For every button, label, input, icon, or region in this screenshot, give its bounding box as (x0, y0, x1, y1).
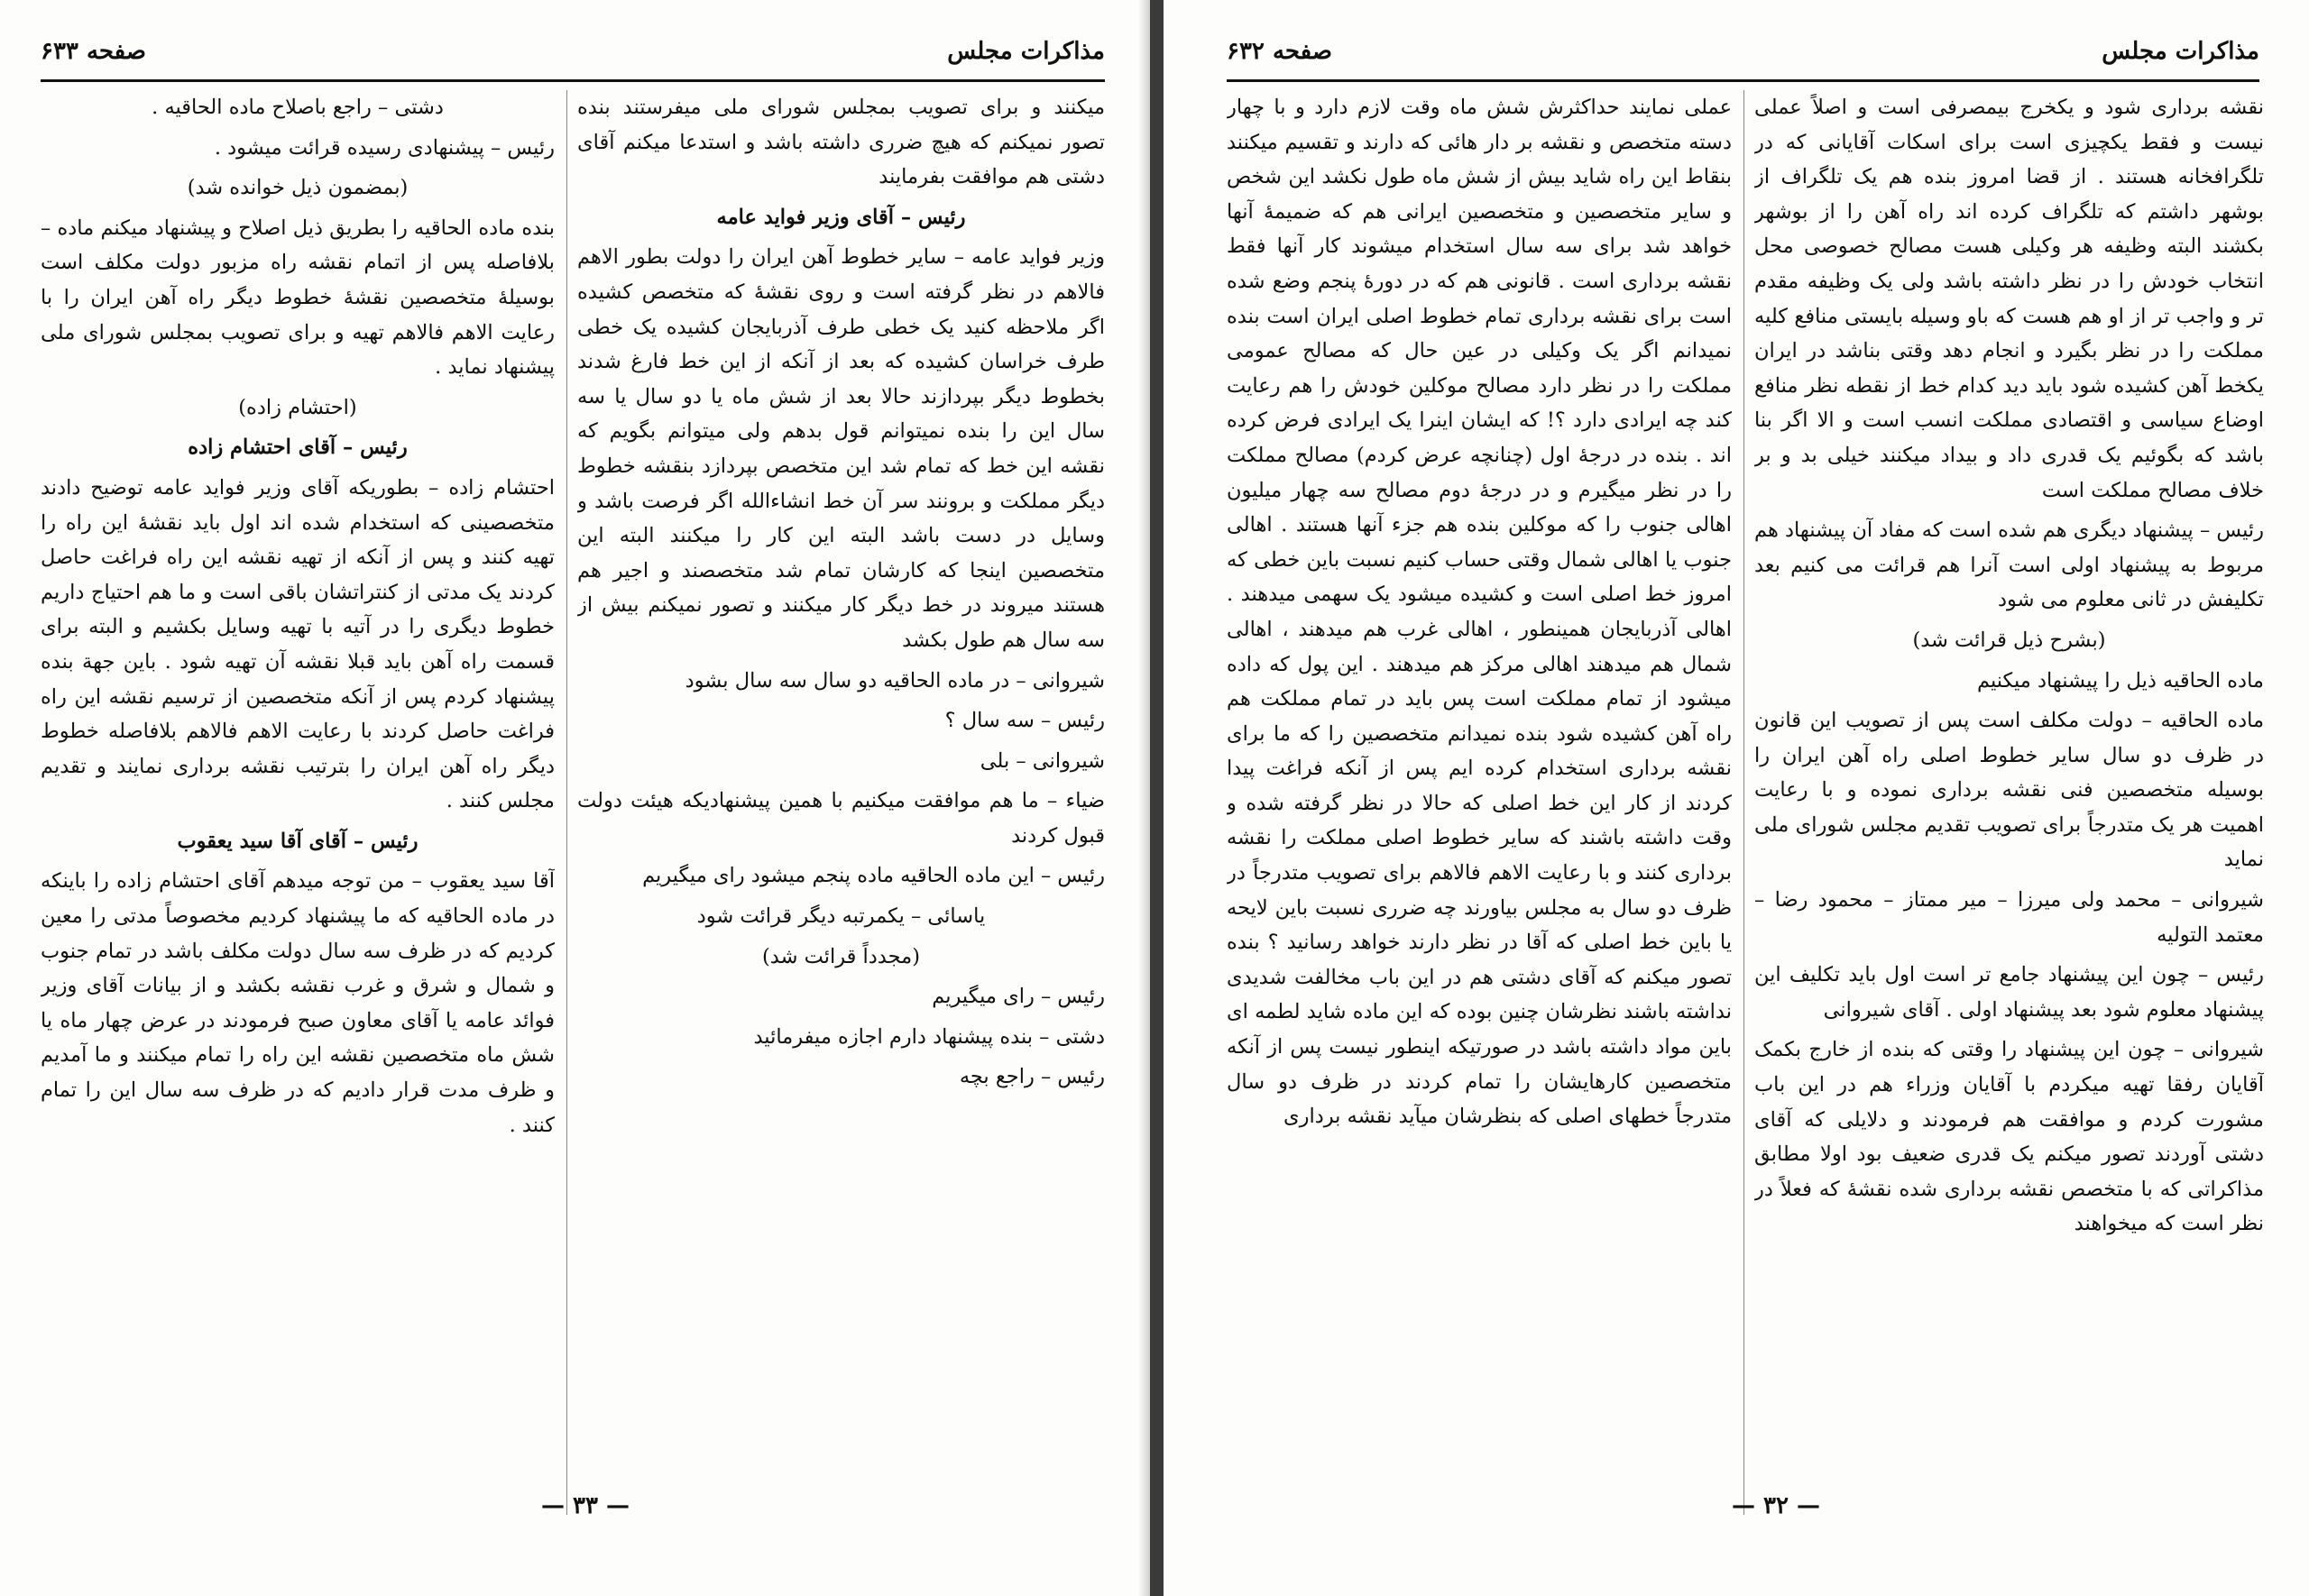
header-title: مذاکرات مجلس (2102, 38, 2259, 65)
book-gutter (1150, 0, 1164, 1596)
stage-direction: (بشرح ذیل قرائت شد) (1912, 628, 2106, 652)
column-divider (1743, 90, 1744, 1515)
paragraph: شیروانی – محمد ولی میرزا – میر ممتاز – محمود رضا – معتمد التولیه (1754, 888, 2264, 947)
paragraph: ماده الحاقیه ذیل را پیشنهاد میکنیم (1977, 668, 2264, 693)
paragraph: ضیاء – ما هم موافقت میکنیم با همین پیشنهادیکه هیئت دولت قبول کردند (577, 789, 1105, 848)
speaker-line: رئیس – آقای وزیر فواید عامه (716, 205, 966, 229)
left-page (0, 0, 1150, 1596)
paragraph: رئیس – پیشنهاد دیگری هم شده است که مفاد آن پیشنهاد هم مربوط به پیشنهاد اولی است آنرا هم قرائت می کنیم بعد تکلیفش در ثانی معلوم می شود (1754, 518, 2264, 612)
column-divider (566, 90, 567, 1515)
paragraph: نقشه برداری شود و یکخرج بیمصرفی است و اصلاً عملی نیست و فقط یکچیزی است برای اسکات آقایانی که در تلگرافخانه هستند . از قضا امروز بنده هم یک تلگراف از بوشهر داشتم که تلگراف کرده اند راه آهن را از بوشهر بکشند البته وظیفه هر وکیلی هست مصالح خصوصی محل انتخاب خودش را در نظر داشته باشد ولی یک وظیفه مقدم تر و واجب تر از او هم هست که باو وسیله بایستی منافع کلیه مملکت را در نظر بگیرد و انجام دهد وقتی بناشد در ایران یکخط آهن کشیده شود باید دید کدام خط از نقطه نظر منافع اوضاع سیاسی و اقتصادی مملکت انسب است و الا اگر بنا باشد که بگوئیم یک قدری داد و بیداد میکنند خیلی بد و بر خلاف مصالح مملکت است (1754, 96, 2264, 502)
right-page (1164, 0, 2309, 1596)
paragraph: یاسائی – یکمرتبه دیگر قرائت شود (696, 904, 986, 929)
speaker-line: رئیس – آقای آقا سید یعقوب (177, 829, 419, 853)
page-header (41, 29, 1105, 74)
header-rule (1227, 79, 2259, 82)
page-number: — ۳۳ — (541, 1492, 630, 1519)
paragraph: دشتی – بنده پیشنهاد دارم اجازه میفرمائید (753, 1024, 1105, 1049)
paragraph: رئیس – رای میگیریم (932, 985, 1105, 1009)
text-column-right (577, 90, 1105, 1524)
paragraph: رئیس – سه سال ؟ (944, 709, 1105, 733)
header-page-label: صفحه ۶۳۳ (41, 38, 146, 65)
paragraph: میکنند و برای تصویب بمجلس شورای ملی میفرستند بنده تصور نمیکنم که هیچ ضرری داشته باشد و استدعا میکنم آقای دشتی هم موافقت بفرمایند (577, 96, 1105, 189)
signature-line: (احتشام زاده) (238, 395, 357, 419)
paragraph: شیروانی – چون این پیشنهاد را وقتی که بنده از خارج بکمک آقایان رفقا تهیه میکردم با آقایان وزراء هم در این باب مشورت کردم و موافقت هم فرمودند و دلایلی که آقای دشتی آوردند تصور میکنم یک قدری ضعیف بود اولا مطابق مذاکراتی که با متخصص نقشه برداری شده نقشهٔ که فعلاً در نظر است که میخواهند (1754, 1038, 2264, 1236)
header-page-label: صفحه ۶۳۲ (1227, 38, 1332, 65)
paragraph: ماده الحاقیه – دولت مکلف است پس از تصویب این قانون در ظرف دو سال سایر خطوط اصلی راه آهن ایران را بوسیله متخصصین فنی نقشه برداری نموده و با رعایت اهمیت هر یک متدرجاً برای تصویب تقدیم مجلس شورای ملی نماید (1754, 709, 2264, 872)
paragraph: دشتی – راجع باصلاح ماده الحاقیه . (152, 96, 444, 119)
paragraph: بنده ماده الحاقیه را بطریق ذیل اصلاح و پیشنهاد میکنم ماده – بلافاصله پس از اتمام نقشه راه مزبور دولت مکلف است بوسیلهٔ متخصصین نقشهٔ خطوط دیگر راه آهن ایران را با رعایت الاهم فالاهم تهیه و برای تصویب بمجلس شورای ملی پیشنهاد نماید . (41, 216, 555, 380)
text-column-right (1754, 90, 2264, 1524)
paragraph: شیروانی – بلی (980, 748, 1105, 773)
paragraph: رئیس – پیشنهادی رسیده قرائت میشود . (214, 135, 555, 160)
paragraph: آقا سید یعقوب – من توجه میدهم آقای احتشام زاده را باینکه در ماده الحاقیه که ما پیشنهاد کردیم مخصوصاً مدتی را معین کردیم که در ظرف سه سال دولت مکلف باشد در تمام جنوب و شمال و شرق و غرب نقشه بکشد و از بیانات آقای وزیر فوائد عامه یا آقای معاون صبح فرمودند در عرض چهار ماه یا شش ماه متخصصین نقشه این راه را تمام میکنند و ما آمدیم و ظرف مدت قرار دادیم که در ظرف سه سال این را تمام کنند . (41, 869, 555, 1137)
text-column-left (41, 90, 555, 1524)
paragraph: رئیس – چون این پیشنهاد جامع تر است اول باید تکلیف این پیشنهاد معلوم شود بعد پیشنهاد اولی . آقای شیروانی (1754, 963, 2264, 1022)
stage-direction: (مجدداً قرائت شد) (762, 944, 920, 968)
paragraph: رئیس – راجع بچه (959, 1065, 1105, 1089)
text-column-left (1227, 90, 1732, 1524)
page-number: — ۳۲ — (1732, 1492, 1821, 1519)
header-rule (41, 79, 1105, 82)
stage-direction: (بمضمون ذیل خوانده شد) (187, 176, 409, 200)
speaker-line: رئیس – آقای احتشام زاده (188, 436, 408, 460)
paragraph: احتشام زاده – بطوریکه آقای وزیر فواید عامه توضیح دادند متخصصینی که استخدام شده اند اول باید نقشهٔ این راه را تهیه کنند و پس از آنکه از تهیه نقشه این راه فراغت حاصل کردند یک مدتی از کنتراتشان باقی است و ما هم احتیاج داریم خطوط دیگری را در آتیه با تهیه وسایل بکشیم و البته برای قسمت راه آهن باید قبلا نقشه آن تهیه شود . باین جهة بنده پیشنهاد کردم پس از آنکه متخصصین از ترسیم نقشه این راه فراغت حاصل کردند با رعایت الاهم فالاهم بلافاصله خطوط دیگر راه آهن ایران را بترتیب نقشه برداری نمایند و تقدیم مجلس کنند . (41, 475, 555, 813)
paragraph: عملی نمایند حداکثرش شش ماه وقت لازم دارد و با چهار دسته متخصص و نقشه بر دار هائی که دارند و تقسیم میکنند بنقاط این راه شاید بیش از شش ماه طول نکشد این شخص و سایر متخصصین و متخصصین ایرانی هم که ضمیمهٔ آنها خواهد شد برای سه سال استخدام میشوند کار آنها فقط نقشه برداری است . قانونی هم که در دورهٔ پنجم وضع شده است برای نقشه برداری تمام خطوط اصلی ایران است بنده نمیدانم اگر یک وکیلی در عین حال که مصالح عمومی مملکت را در نظر دارد مصالح موکلین خودش را هم رعایت کند چه ایرادی دارد ؟! که ایشان اینرا یک ایرادی فرض کرده اند . بنده در درجهٔ اول (چنانچه عرض کردم) مصالح مملکت را در نظر میگیرم و در درجهٔ دوم مصالح سه چهار میلیون اهالی جنوب را که موکلین بنده هم جزء آنها هستند . اهالی جنوب یا اهالی شمال وقتی حساب کنیم نسبت باین خطی که امروز خط اصلی است و کشیده میشود یک سهمی میدهند . اهالی آذربایجان همینطور ، اهالی غرب هم میدهند ، اهالی شمال هم میدهند اهالی مرکز هم میدهند . این پول که داده میشود از تمام مملکت است پس باید در تمام مملکت هم راه آهن کشیده شود بنده نمیدانم متخصصین را که ما برای نقشه برداری استخدام کرده ایم پس از آنکه فراغت پیدا کردند از کار این خط اصلی که حالا در نظر گرفته شده و وقت داشته باشند که سایر خطوط اصلی مملکت را نقشه برداری کنند و با رعایت الاهم فالاهم برای تصویب متدرجاً در ظرف دو سال به مجلس بیاورند چه ضرری نسبت باین لایحه یا باین خط اصلی که آقا در نظر دارند خواهد رسانید ؟ بنده تصور میکنم که آقای دشتی هم در این باب مخالفت شدیدی نداشته باشند نظرشان چنین بوده که این ماده شاید لطمه ای باین مواد داشته باشد در صورتیکه اینطور نیست پس از آنکه متخصصین کارهایشان را تمام کردند در ظرف دو سال متدرجاً خطهای اصلی که بنظرشان میآید نقشه برداری (1227, 96, 1732, 1129)
paragraph: وزیر فواید عامه – سایر خطوط آهن ایران را دولت بطور الاهم فالاهم در نظر گرفته است و روی نقشهٔ که متخصص کشیده اگر ملاحظه کنید یک خطی طرف آذربایجان کشیده یک خطی طرف خراسان کشیده که بعد از آنکه از این خط فارغ شدند بخطوط دیگر بپردازند حالا بعد از شش ماه یا دو سال یا سه سال این را بنده نمیتوانم قول بدهم ولی میتوانم بگویم که نقشه این خط که تمام شد این متخصص بپردازد بنقشه خطوط دیگر مملکت و برونند سر آن خط انشاءالله اگر فرصت باشد و وسایل در دست باشد البته این کار را میکنند البته این متخصصین اینجا که کارشان تمام شد متخصصند و اجیر هم هستند میروند در خط دیگر کار میکنند و تصور نمیکنم بیش از سه سال هم طول بکشد (577, 245, 1105, 652)
page-header (1227, 29, 2259, 74)
paragraph: شیروانی – در ماده الحاقیه دو سال سه سال بشود (685, 668, 1105, 693)
header-title: مذاکرات مجلس (947, 38, 1105, 65)
gutter-shadow (1138, 0, 1150, 1596)
paragraph: رئیس – این ماده الحاقیه ماده پنجم میشود رای میگیریم (642, 864, 1105, 888)
